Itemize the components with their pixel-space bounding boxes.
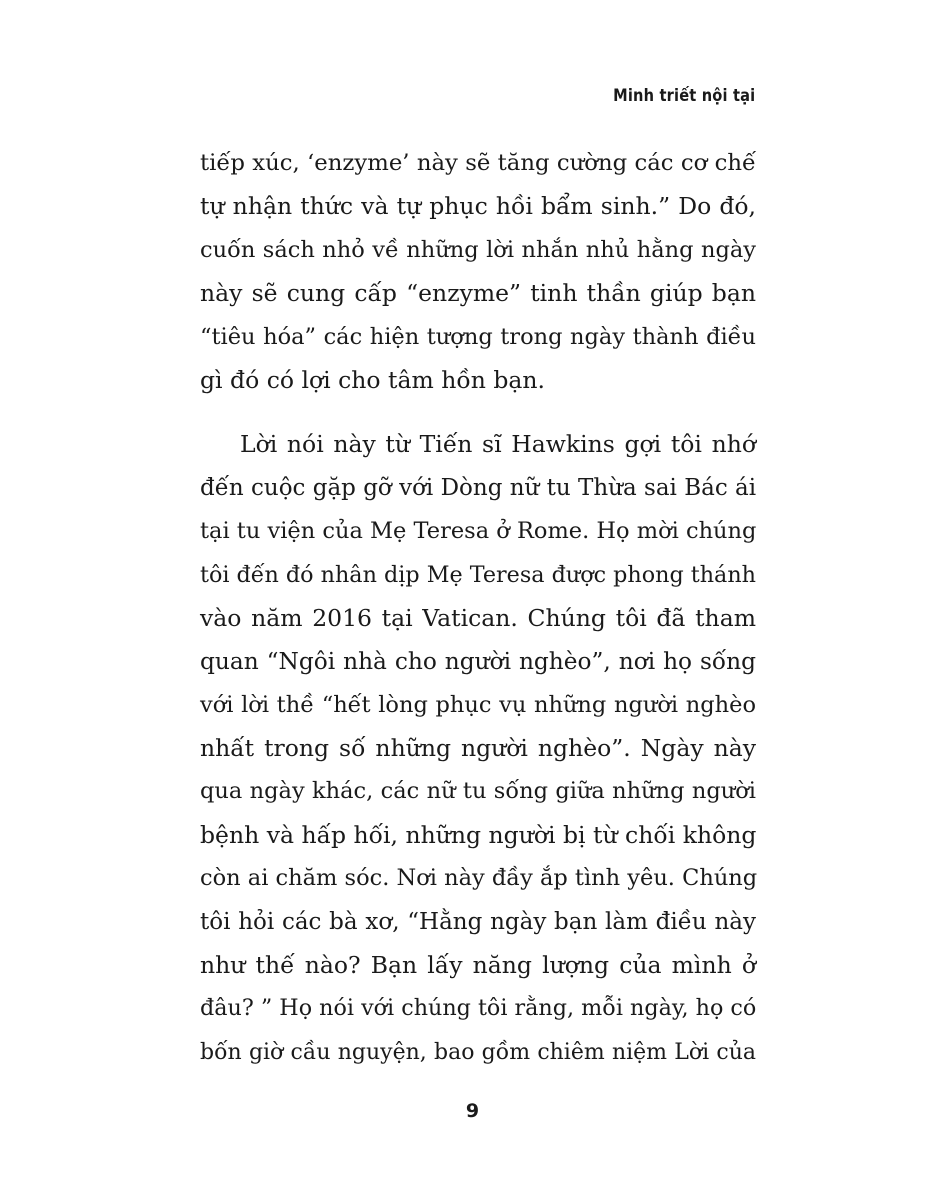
text-line: đến cuộc gặp gỡ với Dòng nữ tu Thừa sai Bác ái [200, 474, 757, 501]
text-line: như thế nào? Bạn lấy năng lượng của mình ở [200, 951, 756, 980]
text-line: còn ai chăm sóc. Nơi này đầy ắp tình yêu. Chúng [200, 865, 758, 892]
paragraph [200, 423, 756, 1074]
text-line: tôi đến đó nhân dịp Mẹ Teresa được phong thánh [200, 561, 756, 588]
text-line: với lời thề “hết lòng phục vụ những người nghèo [200, 691, 756, 718]
text-line: quan “Ngôi nhà cho người nghèo”, nơi họ sống [200, 648, 756, 676]
text-line: tại tu viện của Mẹ Teresa ở Rome. Họ mời chúng [200, 518, 757, 545]
text-line: này sẽ cung cấp “enzyme” tinh thần giúp bạn [200, 279, 756, 308]
text-line: qua ngày khác, các nữ tu sống giữa những người [200, 778, 756, 805]
text-line: “tiêu hóa” các hiện tượng trong ngày thành điều [200, 323, 756, 350]
text-line: vào năm 2016 tại Vatican. Chúng tôi đã tham [200, 603, 756, 632]
page-number: 9 [465, 1100, 480, 1122]
text-line: gì đó có lợi cho tâm hồn bạn. [200, 365, 546, 394]
running-header: Minh triết nội tại [612, 86, 755, 106]
text-line: bệnh và hấp hối, những người bị từ chối không [200, 820, 757, 849]
text-line: đâu? ” Họ nói với chúng tôi rằng, mỗi ngày, họ có [200, 995, 757, 1022]
paragraph [200, 142, 756, 402]
text-line: bốn giờ cầu nguyện, bao gồm chiêm niệm Lời của [200, 1039, 756, 1065]
text-line: tôi hỏi các bà xơ, “Hằng ngày bạn làm điều này [200, 908, 756, 935]
text-line: tự nhận thức và tự phục hồi bẩm sinh.” Do đó, [200, 192, 756, 221]
text-line: tiếp xúc, ‘enzyme’ này sẽ tăng cường các cơ chế [200, 150, 756, 176]
text-line: nhất trong số những người nghèo”. Ngày này [200, 734, 756, 763]
text-line: Lời nói này từ Tiến sĩ Hawkins gợi tôi nhớ [240, 430, 756, 459]
text-line: cuốn sách nhỏ về những lời nhắn nhủ hằng ngày [200, 236, 756, 263]
body-text [200, 142, 756, 1074]
